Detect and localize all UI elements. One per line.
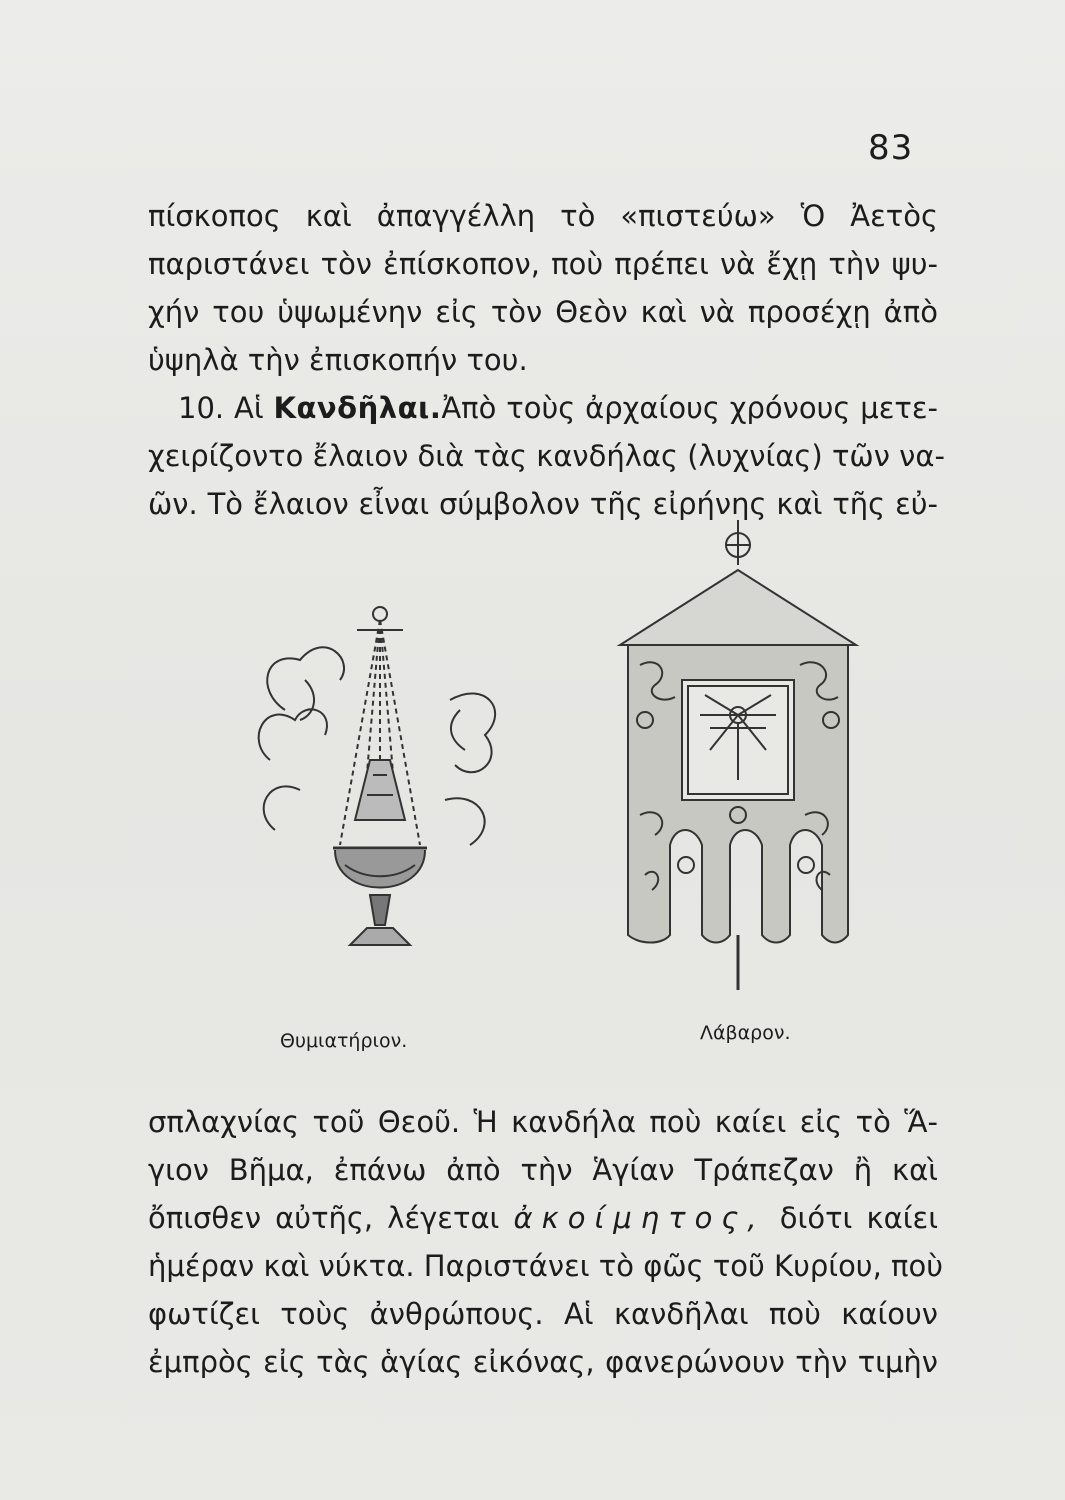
section-number: 10. Αἱ: [178, 391, 264, 425]
section-heading: Κανδῆλαι.: [273, 391, 442, 425]
text-fragment: ὄπισθεν αὐτῆς, λέγεται: [148, 1201, 500, 1235]
text-line: παριστάνει τὸν ἐπίσκοπον, ποὺ πρέπει νὰ ἔχῃ τὴν ψυ-: [148, 247, 938, 281]
page-number: 83: [868, 128, 914, 168]
section-first-line: Ἀπὸ τοὺς ἀρχαίους χρόνους μετε-: [441, 391, 938, 425]
text-line: ὑψηλὰ τὴν ἐπισκοπήν του.: [148, 343, 528, 377]
emphasized-word: ἀκοίμητος,: [513, 1201, 766, 1235]
text-line-with-emphasis: [148, 1194, 938, 1242]
text-line: γιον Βῆμα, ἐπάνω ἀπὸ τὴν Ἁγίαν Τράπεζαν ἢ καὶ: [148, 1153, 938, 1187]
text-line: χειρίζοντο ἔλαιον διὰ τὰς κανδήλας (λυχνίας) τῶν να-: [148, 439, 945, 473]
text-line: ἐμπρὸς εἰς τὰς ἁγίας εἰκόνας, φανερώνουν τὴν τιμὴν: [148, 1345, 938, 1379]
text-fragment: διότι καίει: [779, 1201, 939, 1235]
bottom-text-block: [148, 1098, 944, 1386]
banner-illustration: [600, 515, 870, 1015]
section-heading-line: [148, 384, 938, 432]
text-line: πίσκοπος καὶ ἀπαγγέλλη τὸ «πιστεύω» Ὁ Ἀετὸς: [148, 199, 938, 233]
text-line: ῶν. Τὸ ἔλαιον εἶναι σύμβολον τῆς εἰρήνης καὶ τῆς εὐ-: [148, 487, 938, 521]
text-line: σπλαχνίας τοῦ Θεοῦ. Ἡ κανδήλα ποὺ καίει εἰς τὸ Ἅ-: [148, 1105, 938, 1139]
censer-illustration: [245, 600, 515, 1020]
banner-caption: Λάβαρον.: [700, 1022, 791, 1044]
text-line: ἡμέραν καὶ νύκτα. Παριστάνει τὸ φῶς τοῦ Κυρίου, ποὺ: [148, 1249, 944, 1283]
censer-caption: Θυμιατήριον.: [280, 1030, 408, 1052]
top-text-block: [148, 192, 945, 528]
text-line: χήν του ὑψωμένην εἰς τὸν Θεὸν καὶ νὰ προσέχῃ ἀπὸ: [148, 295, 938, 329]
text-line: φωτίζει τοὺς ἀνθρώπους. Αἱ κανδῆλαι ποὺ καίουν: [148, 1297, 938, 1331]
